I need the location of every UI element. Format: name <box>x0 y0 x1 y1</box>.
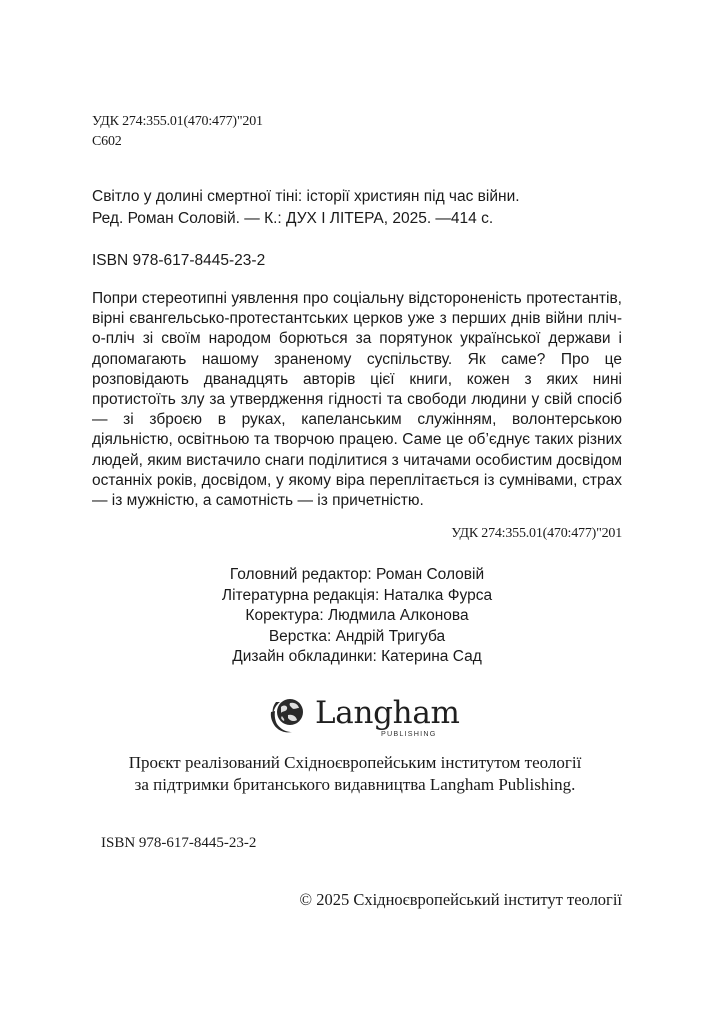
project-line-2: за підтримки британського видавництва Langham Publishing. <box>134 775 576 794</box>
isbn-bottom-text: ISBN 978-617-8445-23-2 <box>101 835 257 851</box>
udk-footer <box>92 524 622 544</box>
credit-literary-editing: Літературна редакція: Наталка Фурса <box>221 586 493 604</box>
logo-wordmark: Langham <box>315 695 460 731</box>
credits-list <box>92 565 622 668</box>
annotation-paragraph: Попри стереотипні уявлення про соціальну відстороненість протестантів, вірні євангельсько-протестантських церков уже з перших днів війни пліч-о-пліч зі своїм народом борються за порятунок української держави і допомагають нашому зраненому суспільству. Як саме? Про це розповідають дванадцять авторів цієї книги, кожен з яких нині протистоїть злу за утвердження гідності та свободи людини у свій спосіб — зі зброєю в руках, капеланським служінням, волонтерською діяльністю, освітньою та творчою працею. Саме це об’єднує таких різних людей, яким вистачило снаги поділитися з читачами особистим досвідом останніх років, досвідом, у якому віра переплітається із сумнівами, страх — із мужністю, а самотність — із причетністю. <box>92 290 622 510</box>
logo-subtitle: PUBLISHING <box>381 729 437 738</box>
globe-hands-icon <box>268 694 308 738</box>
credit-proofreading: Коректура: Людмила Алконова <box>245 607 469 624</box>
editor-publisher-line: Ред. Роман Соловій. — К.: ДУХ І ЛІТЕРА, 2025. —414 с. <box>92 210 494 227</box>
isbn-top <box>92 250 622 272</box>
book-title-line: Світло у долині смертної тіні: історії християн під час війни. <box>92 188 520 205</box>
bibliographic-entry <box>92 186 622 230</box>
isbn-bottom <box>101 833 256 853</box>
project-line-1: Проєкт реалізований Східноєвропейським інститутом теології <box>128 753 582 772</box>
credit-cover-design: Дизайн обкладинки: Катерина Сад <box>232 648 482 665</box>
credit-layout: Верстка: Андрій Тригуба <box>268 627 446 645</box>
udk-code: УДК 274:355.01(470:477)"201 <box>92 114 263 129</box>
credit-chief-editor: Головний редактор: Роман Соловій <box>229 566 485 583</box>
author-index: С602 <box>92 134 122 149</box>
copyright-notice: © 2025 Східноєвропейський інститут теології <box>299 890 622 909</box>
isbn-top-text: ISBN 978-617-8445-23-2 <box>92 252 266 269</box>
udk-header <box>92 112 622 152</box>
udk-footer-code: УДК 274:355.01(470:477)"201 <box>451 526 622 541</box>
project-note <box>60 752 650 796</box>
langham-logo <box>262 692 462 744</box>
